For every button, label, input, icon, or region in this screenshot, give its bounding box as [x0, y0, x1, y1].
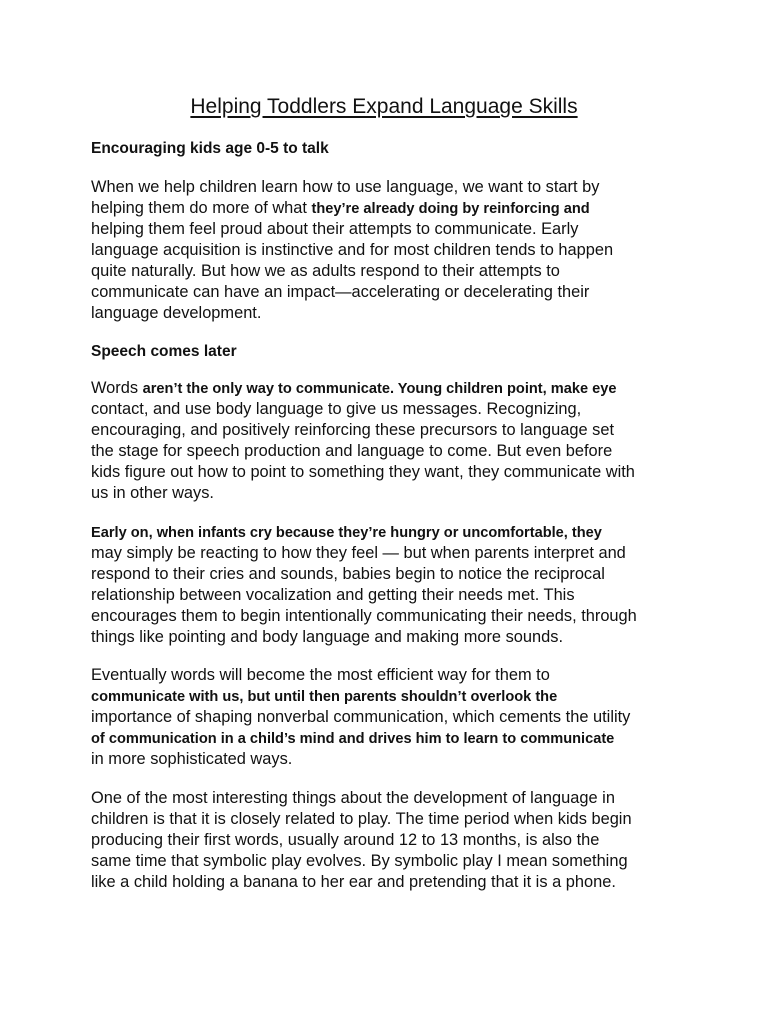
paragraph-line	[91, 788, 691, 809]
paragraph-line	[91, 686, 691, 707]
bold-text: aren’t the only way to communicate. Young children point, make eye	[142, 381, 617, 397]
regular-text: kids figure out how to point to something they want, they communicate with	[91, 463, 635, 481]
bold-text: Early on, when infants cry because they’re hungry or uncomfortable, they	[91, 525, 602, 541]
regular-text: children is that it is closely related to play. The time period when kids begin	[91, 810, 632, 828]
regular-text: relationship between vocalization and getting their needs met. This	[91, 586, 575, 604]
regular-text: encouraging, and positively reinforcing these precursors to language set	[91, 421, 614, 439]
paragraph-line	[91, 303, 691, 324]
paragraph-words	[91, 378, 691, 504]
document-title: Helping Toddlers Expand Language Skills	[190, 95, 578, 118]
regular-text: Eventually words will become the most efficient way for them to	[91, 666, 550, 684]
paragraph-line	[91, 282, 691, 303]
regular-text: same time that symbolic play evolves. By symbolic play I mean something	[91, 852, 628, 870]
paragraph-early-on	[91, 522, 691, 648]
regular-text: like a child holding a banana to her ear and pretending that it is a phone.	[91, 873, 616, 891]
regular-text: may simply be reacting to how they feel — but when parents interpret and	[91, 544, 626, 562]
regular-text: encourages them to begin intentionally communicating their needs, through	[91, 607, 637, 625]
regular-text: language acquisition is instinctive and for most children tends to happen	[91, 241, 614, 259]
paragraph-line	[91, 378, 691, 399]
paragraph-line	[91, 198, 691, 219]
section-heading-encouraging: Encouraging kids age 0-5 to talk	[91, 140, 329, 157]
paragraph-line	[91, 809, 691, 830]
regular-text: producing their first words, usually around 12 to 13 months, is also the	[91, 831, 600, 849]
regular-text: language development.	[91, 304, 262, 322]
regular-text: communicate can have an impact—accelerating or decelerating their	[91, 283, 590, 301]
regular-text: One of the most interesting things about the development of language in	[91, 789, 615, 807]
paragraph-line	[91, 522, 691, 543]
paragraph-line	[91, 830, 691, 851]
paragraph-line	[91, 399, 691, 420]
regular-text: things like pointing and body language and making more sounds.	[91, 628, 564, 646]
paragraph-line	[91, 707, 691, 728]
regular-text: helping them feel proud about their attempts to communicate. Early	[91, 220, 579, 238]
regular-text: contact, and use body language to give us messages. Recognizing,	[91, 400, 582, 418]
paragraph-line	[91, 872, 691, 893]
paragraph-line	[91, 665, 691, 686]
paragraph-play	[91, 788, 691, 893]
paragraph-line	[91, 585, 691, 606]
regular-text: in more sophisticated ways.	[91, 750, 293, 768]
paragraph-line	[91, 749, 691, 770]
paragraph-line	[91, 728, 691, 749]
paragraph-line	[91, 462, 691, 483]
paragraph-intro	[91, 177, 691, 324]
regular-text: us in other ways.	[91, 484, 214, 502]
paragraph-line	[91, 240, 691, 261]
paragraph-line	[91, 564, 691, 585]
paragraph-line	[91, 543, 691, 564]
paragraph-line	[91, 177, 691, 198]
paragraph-line	[91, 219, 691, 240]
paragraph-line	[91, 627, 691, 648]
paragraph-line	[91, 483, 691, 504]
paragraph-line	[91, 441, 691, 462]
section-heading-speech: Speech comes later	[91, 343, 237, 360]
paragraph-line	[91, 261, 691, 282]
regular-text: When we help children learn how to use language, we want to start by	[91, 178, 600, 196]
paragraph-line	[91, 420, 691, 441]
bold-text: communicate with us, but until then parents shouldn’t overlook the	[91, 689, 558, 705]
regular-text: the stage for speech production and language to come. But even before	[91, 442, 613, 460]
bold-text: of communication in a child’s mind and drives him to learn to communicate	[91, 731, 615, 747]
bold-text: they’re already doing by reinforcing and	[311, 201, 590, 217]
regular-text: helping them do more of what	[91, 199, 312, 217]
paragraph-eventually	[91, 665, 691, 770]
paragraph-line	[91, 851, 691, 872]
regular-text: importance of shaping nonverbal communication, which cements the utility	[91, 708, 631, 726]
regular-text: respond to their cries and sounds, babies begin to notice the reciprocal	[91, 565, 605, 583]
regular-text: quite naturally. But how we as adults respond to their attempts to	[91, 262, 560, 280]
paragraph-line	[91, 606, 691, 627]
regular-text: Words	[91, 379, 143, 397]
